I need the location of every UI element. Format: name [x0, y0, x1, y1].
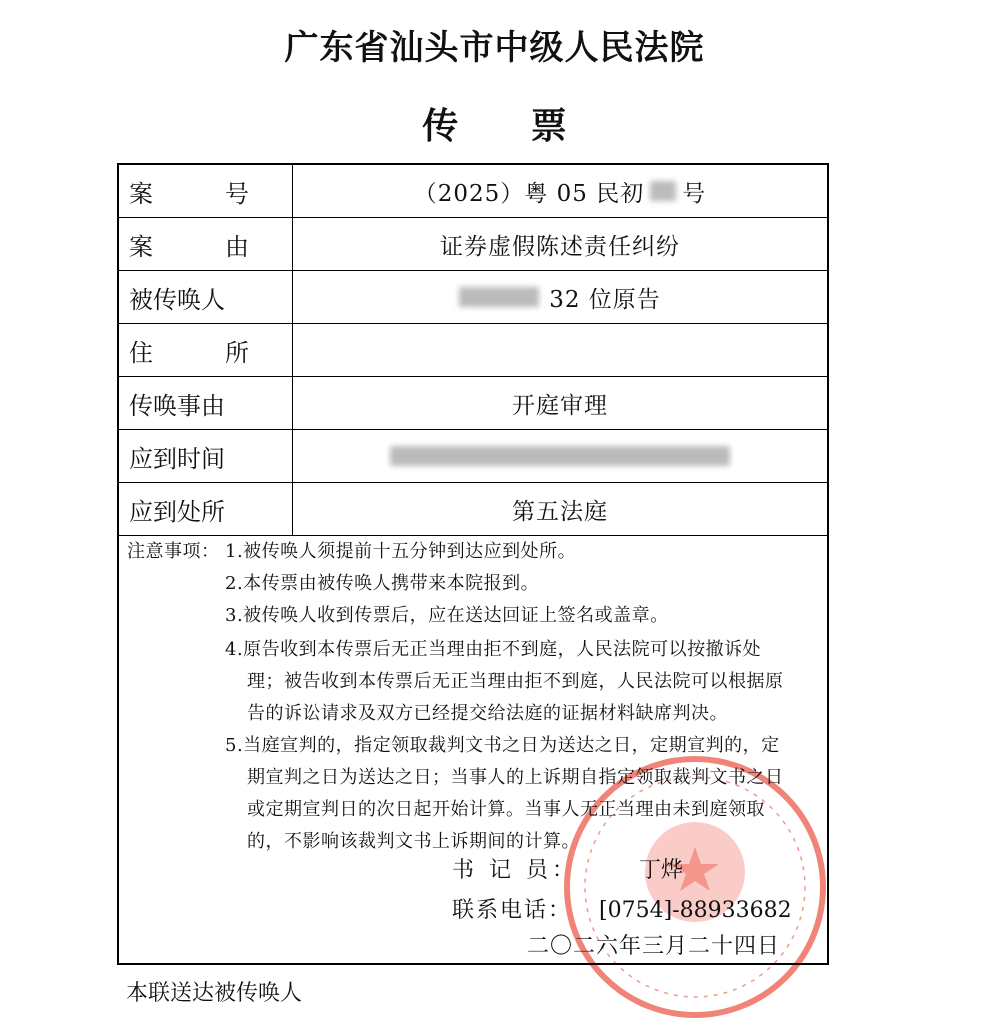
document-type: 传 票 — [422, 105, 597, 147]
notes-heading: 注意事项： — [127, 541, 220, 562]
court-name: 广东省汕头市中级人民法院 — [284, 28, 705, 68]
summons-table — [117, 163, 829, 965]
value: 第五法庭 — [512, 498, 608, 525]
clerk-label: 书 记 员： — [452, 858, 578, 883]
issue-date: 二〇二六年三月二十四日 — [527, 934, 781, 959]
row-case-number — [119, 165, 827, 218]
note-line: 3.被传唤人收到传票后，应在送达回证上签名或盖章。 — [225, 605, 669, 626]
row-time — [119, 430, 827, 483]
row-place — [119, 483, 827, 536]
note-line: 1.被传唤人须提前十五分钟到达应到处所。 — [225, 541, 577, 562]
note-line: 的，不影响该裁判文书上诉期间的计算。 — [247, 831, 580, 852]
label: 应到处所 — [119, 483, 293, 535]
footer-note: 本联送达被传唤人 — [126, 981, 303, 1006]
value: 开庭审理 — [512, 392, 608, 419]
note-line: 2.本传票由被传唤人携带来本院报到。 — [225, 573, 540, 594]
row-summoned — [119, 271, 827, 324]
row-address — [119, 324, 827, 377]
redacted-name — [459, 287, 539, 307]
clerk-name: 丁烨 — [639, 858, 684, 883]
case-number-suffix: 号 — [682, 180, 707, 207]
value: 32 位原告 — [549, 286, 661, 313]
label: 被传唤人 — [119, 271, 293, 323]
note-line: 告的诉讼请求及双方已经提交给法庭的证据材料缺席判决。 — [247, 703, 728, 724]
label: 案 由 — [119, 218, 293, 270]
value — [293, 324, 827, 376]
label: 案 号 — [119, 165, 293, 217]
row-reason — [119, 377, 827, 430]
label: 应到时间 — [119, 430, 293, 482]
case-number-prefix: （2025）粤 05 民初 — [413, 180, 645, 207]
phone-number: [0754]-88933682 — [599, 898, 792, 923]
phone-label: 联系电话： — [452, 898, 573, 923]
note-line: 期宣判之日为送达之日；当事人的上诉期自指定领取裁判文书之日 — [247, 767, 784, 788]
label: 传唤事由 — [119, 377, 293, 429]
value: 证券虚假陈述责任纠纷 — [440, 233, 680, 260]
redacted-number — [650, 181, 676, 201]
note-line: 4.原告收到本传票后无正当理由拒不到庭，人民法院可以按撤诉处 — [225, 639, 762, 660]
note-line: 5.当庭宣判的，指定领取裁判文书之日为送达之日，定期宣判的，定 — [225, 735, 780, 756]
redacted-time — [390, 446, 730, 466]
row-cause — [119, 218, 827, 271]
note-line: 理；被告收到本传票后无正当理由拒不到庭，人民法院可以根据原 — [247, 671, 784, 692]
label: 住 所 — [119, 324, 293, 376]
note-line: 或定期宣判日的次日起开始计算。当事人无正当理由未到庭领取 — [247, 799, 765, 820]
